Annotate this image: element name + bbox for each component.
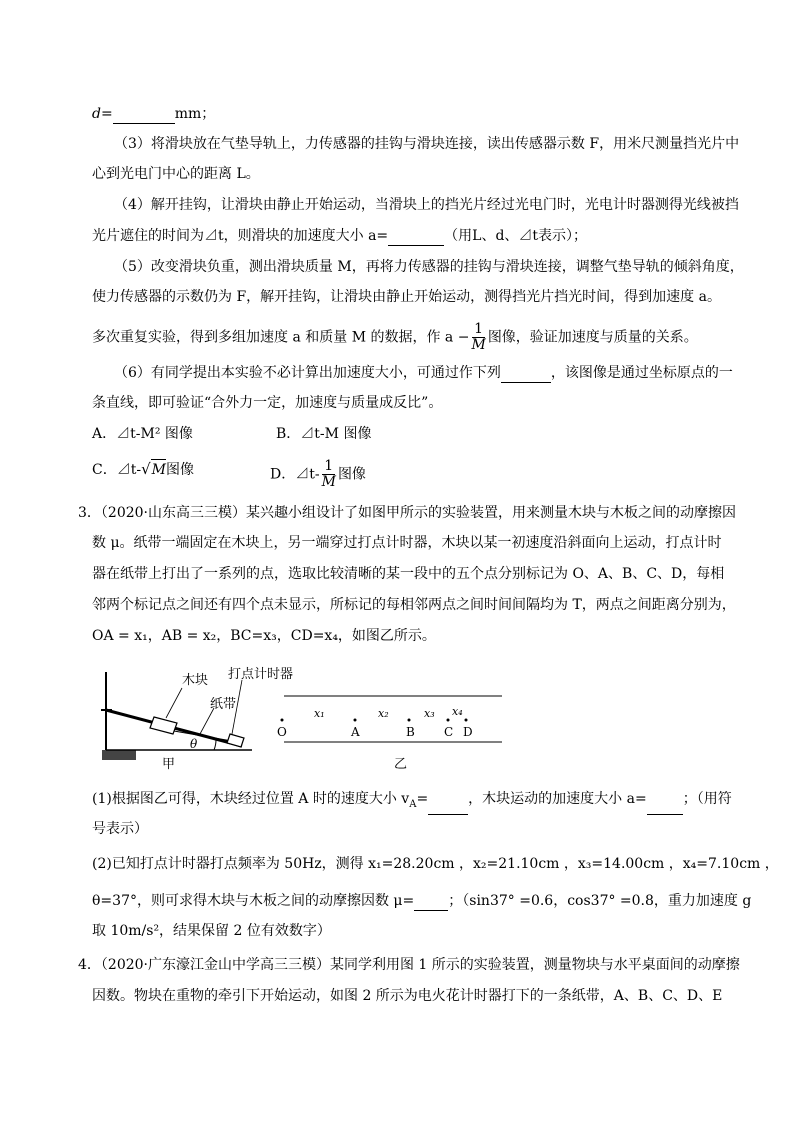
fraction-denominator: M [321, 474, 336, 490]
stand-base [102, 750, 136, 760]
question-3-line-2: 心到光电门中心的距离 L。 [92, 166, 260, 182]
unit-text: mm； [174, 106, 216, 122]
answer-blank [414, 896, 448, 911]
question-5-text: 多次重复实验，得到多组加速度 a 和质量 M 的数据，作 a − [92, 329, 470, 346]
label-point-d: D [463, 725, 473, 739]
option-c-label: C． [92, 462, 117, 478]
option-d-text: ⊿t- [295, 466, 320, 483]
question-6-line-2: 条直线，即可验证“合外力一定，加速度与质量成反比”。 [92, 395, 443, 411]
subquestion-2-text: θ=37°，则可求得木块与木板之间的动摩擦因数 μ= [92, 893, 415, 909]
label-theta: θ [190, 737, 198, 751]
angle-arc [214, 739, 216, 750]
subquestion-1-middle: ，木块运动的加速度大小 a= [468, 791, 647, 807]
dot-b [408, 719, 411, 722]
label-point-o: O [277, 725, 287, 739]
subquestion-1-line-1 [92, 789, 732, 815]
question-4-hint: （用L、d、⊿t表示）； [444, 228, 588, 244]
dot-d [465, 719, 468, 722]
option-d-tail: 图像 [337, 466, 366, 483]
option-c-text: ⊿t- [116, 462, 142, 478]
fraction-1-over-m [322, 459, 336, 490]
label-paper-tape: 纸带 [210, 697, 237, 712]
dot-timer [227, 734, 244, 747]
dot-a [354, 719, 357, 722]
answer-blank [428, 800, 468, 815]
fraction-denominator: M [471, 337, 486, 353]
problem-3-line-5: OA = x₁，AB = x₂，BC=x₃，CD=x₄，如图乙所示。 [92, 628, 436, 644]
equals-sign: = [416, 791, 429, 807]
dot-o [281, 719, 284, 722]
answer-blank [647, 800, 683, 815]
option-b-text: ⊿t-M 图像 [300, 426, 372, 442]
option-a-label: A． [92, 426, 117, 442]
paper-tape [174, 731, 232, 741]
label-x1: x₁ [314, 707, 325, 720]
subquestion-2-line-2 [92, 891, 751, 911]
leader-block [166, 688, 182, 718]
experiment-figure [92, 662, 522, 774]
fraction-numerator: 1 [324, 458, 334, 474]
sqrt-radicand: M [151, 459, 166, 480]
answer-blank [113, 109, 175, 124]
option-c [92, 459, 194, 480]
question-5-line-3 [92, 322, 698, 353]
subquestion-2-line-1: (2)已知打点计时器打点频率为 50Hz，测得 x₁=28.20cm ，x₂=21.10cm ，x₃=14.00cm ，x₄=7.10cm ， [92, 856, 779, 872]
subquestion-1-text: (1)根据图乙可得，木块经过位置 A 时的速度大小 v [92, 791, 410, 807]
fraction-numerator: 1 [474, 321, 484, 337]
question-3-line-1: （3）将滑块放在气垫导轨上，力传感器的挂钩与滑块连接，读出传感器示数 F，用米尺测量挡光片中 [114, 136, 740, 152]
caption-jia: 甲 [162, 757, 176, 772]
subquestion-1-line-2: 号表示） [92, 821, 148, 837]
question-4-line-2 [92, 226, 587, 246]
option-b-label: B． [276, 426, 301, 442]
question-5-tail: 图像，验证加速度与质量的关系。 [487, 329, 698, 346]
label-x2: x₂ [378, 707, 389, 720]
label-wooden-block: 木块 [182, 673, 209, 688]
caption-yi: 乙 [394, 757, 408, 772]
option-d [270, 459, 366, 490]
question-4-line-1: （4）解开挂钩，让滑块由静止开始运动，当滑块上的挡光片经过光电门时，光电计时器测得光线被挡 [114, 197, 739, 213]
answer-line-d [92, 104, 215, 124]
question-4-text: 光片遮住的时间为⊿t，则滑块的加速度大小 a= [92, 228, 389, 244]
problem-4-line-1: 4．（2020·广东濠江金山中学高三三模）某同学利用图 1 所示的实验装置，测量物块与水平桌面间的动摩擦 [78, 957, 740, 973]
problem-4-line-2: 因数。物块在重物的牵引下开始运动，如图 2 所示为电火花计时器打下的一条纸带，A、B、C、D、E [92, 988, 723, 1004]
option-d-label: D． [270, 466, 296, 483]
question-5-line-1: （5）改变滑块负重，测出滑块质量 M，再将力传感器的挂钩与滑块连接，调整气垫导轨的倾斜角度， [114, 259, 744, 275]
fraction-1-over-m [471, 322, 485, 353]
d-label: d= [92, 106, 113, 122]
option-a [92, 424, 193, 444]
label-point-c: C [444, 725, 454, 739]
question-6-line-1 [114, 363, 733, 383]
answer-blank [388, 231, 444, 246]
label-point-a: A [351, 725, 360, 739]
subquestion-2-line-3: 取 10m/s²，结果保留 2 位有效数字） [92, 923, 331, 939]
label-dot-timer: 打点计时器 [228, 667, 294, 682]
label-x4: x₄ [452, 705, 463, 718]
option-c-tail: 图像 [165, 462, 194, 478]
problem-3-line-2: 数 μ。纸带一端固定在木块上，另一端穿过打点计时器，木块以某一初速度沿斜面向上运动，打点计时 [92, 535, 722, 551]
option-a-text: ⊿t-M² 图像 [116, 426, 193, 442]
problem-3-line-4: 邻两个标记点之间还有四个点未显示，所标记的每相邻两点之间时间间隔均为 T，两点之间距离分别为， [92, 597, 736, 613]
answer-blank [501, 368, 551, 383]
wooden-block [150, 717, 177, 734]
problem-3-line-1: 3．（2020·山东高三三模）某兴趣小组设计了如图甲所示的实验装置，用来测量木块与木板之间的动摩擦因 [78, 505, 736, 521]
option-b [276, 424, 371, 444]
subscript-a: A [409, 798, 417, 810]
question-5-line-2: 使力传感器的示数仍为 F，解开挂钩，让滑块由静止开始运动，测得挡光片挡光时间，得到加速度 a。 [92, 289, 721, 305]
subquestion-1-tail: ；（用符 [682, 791, 732, 807]
label-point-b: B [406, 725, 415, 739]
problem-3-line-3: 器在纸带上打出了一系列的点，选取比较清晰的某一段中的五个点分别标记为 O、A、B、C、D，每相 [92, 566, 725, 582]
subquestion-2-tail: ；（sin37° =0.6，cos37° =0.8，重力加速度 g [448, 893, 752, 909]
sqrt-symbol: √ [141, 460, 151, 478]
dot-c [447, 719, 450, 722]
question-6-tail: ，该图像是通过坐标原点的一 [550, 365, 733, 381]
label-x3: x₃ [424, 707, 435, 720]
question-6-text: （6）有同学提出本实验不必计算出加速度大小，可通过作下列 [114, 365, 501, 381]
